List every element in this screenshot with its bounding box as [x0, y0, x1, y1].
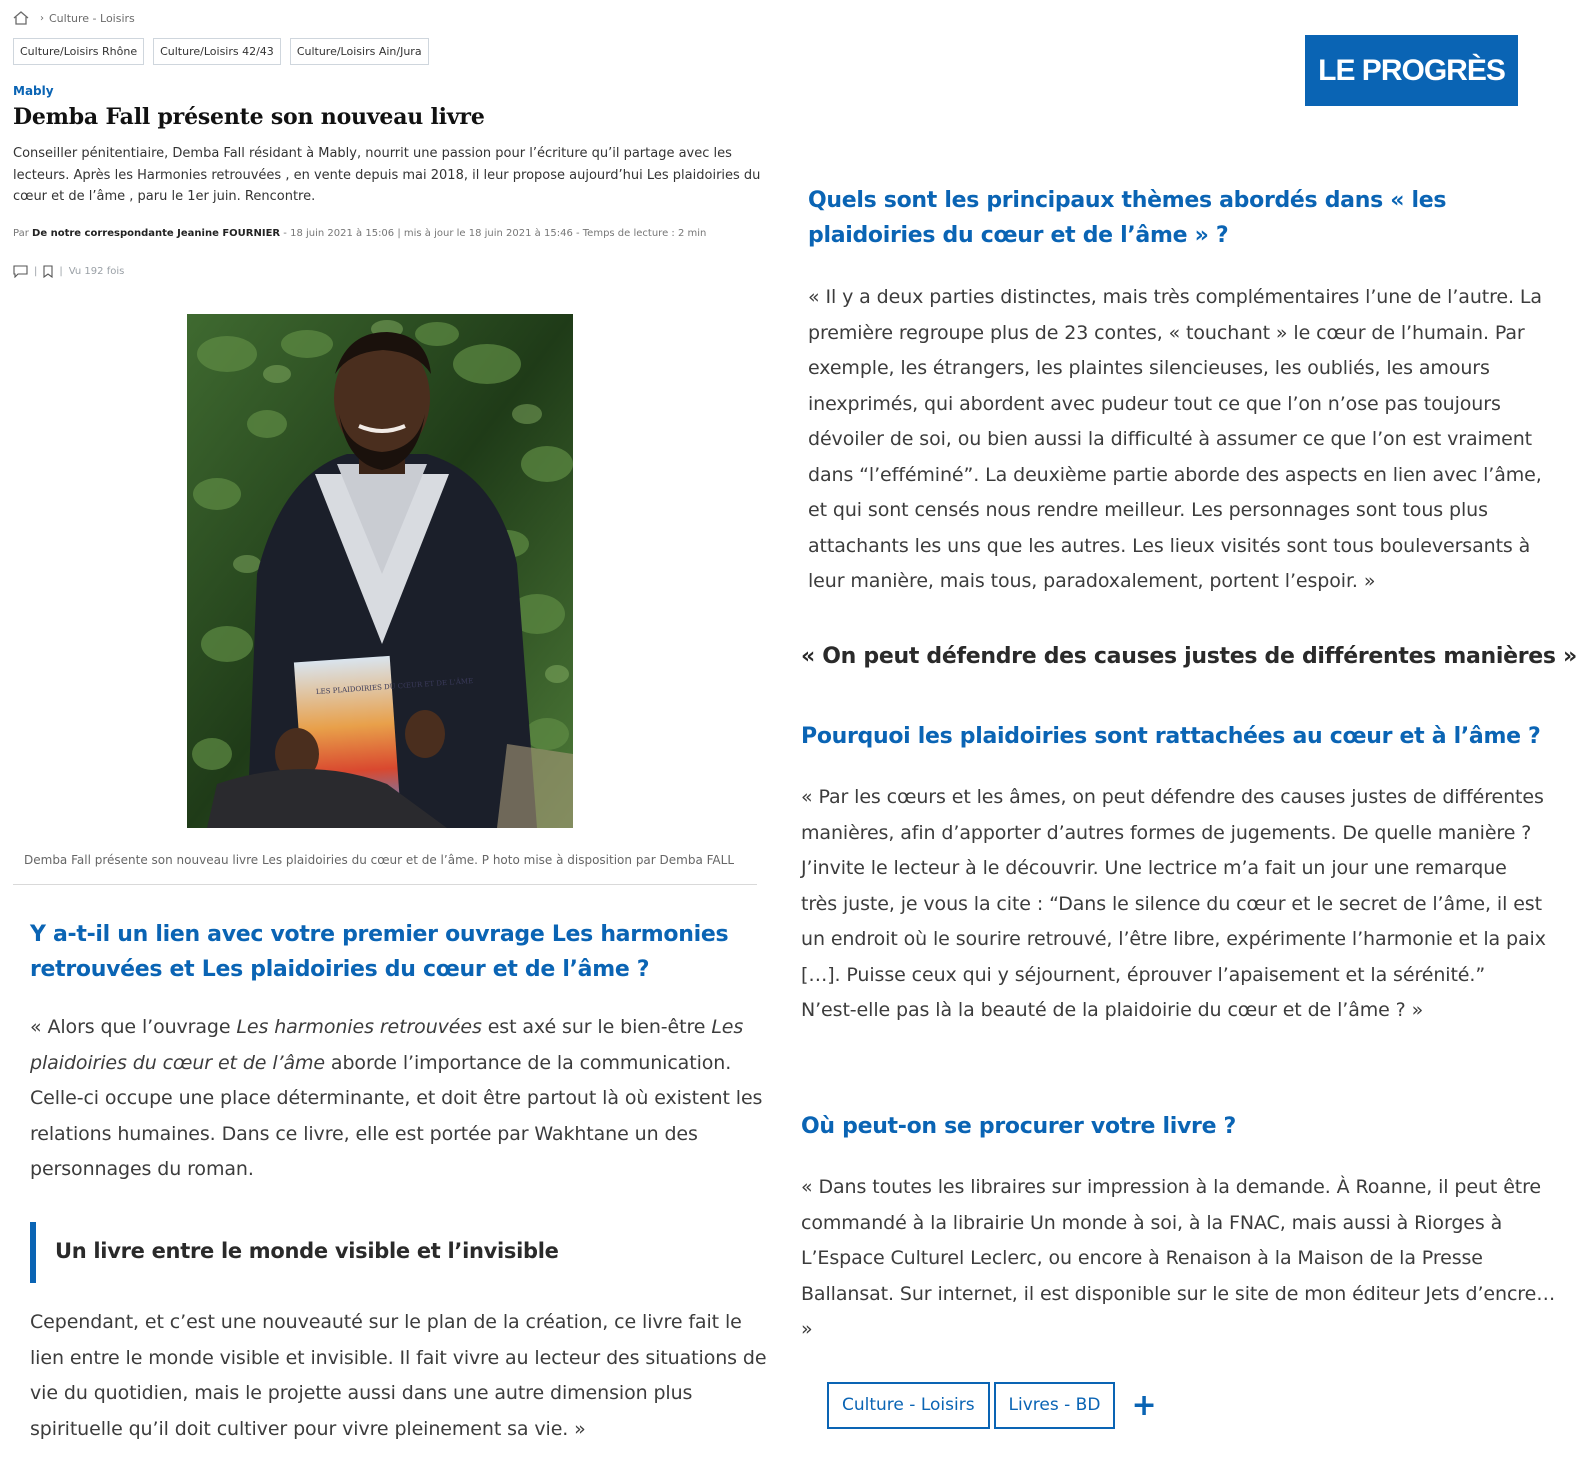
question-where-to-buy: Où peut-on se procurer votre livre ? [801, 1114, 1237, 1139]
tag-livres-bd[interactable]: Livres - BD [994, 1382, 1116, 1429]
breadcrumb [13, 11, 135, 25]
more-tags-plus-icon[interactable]: + [1131, 1387, 1157, 1423]
action-separator: | [34, 266, 38, 277]
footer-tags [827, 1382, 1157, 1429]
pull-quote: « On peut défendre des causes justes de différentes manières » [801, 644, 1577, 669]
question-main-themes: Quels sont les principaux thèmes abordés dans « les plaidoiries du cœur et de l’âme » ? [808, 188, 1447, 248]
caption-divider [13, 884, 757, 885]
question-first-book-link: Y a-t-il un lien avec votre premier ouvrage Les harmonies retrouvées et Les plaidoiries du cœur et de l’âme ? [30, 922, 729, 982]
byline-prefix: Par [13, 228, 29, 239]
article-photo-illustration [187, 314, 573, 828]
bookmark-icon[interactable] [43, 265, 53, 278]
article-chapo: Conseiller pénitentiaire, Demba Fall résidant à Mably, nourrit une passion pour l’écriture qu’il partage avec les lecteurs. Après les Harmonies retrouvées , en vente depuis mai 2018, il leur propose aujourd’hui Les plaidoiries du cœur et de l’âme , paru le 1er juin. Rencontre. [13, 146, 761, 204]
le-progres-logo[interactable]: LE PROGRÈS [1305, 35, 1518, 106]
question-heart-soul: Pourquoi les plaidoiries sont rattachées au cœur et à l’âme ? [801, 724, 1541, 749]
home-icon[interactable] [13, 11, 29, 25]
answer-first-book-link: « Alors que l’ouvrage Les harmonies retrouvées est axé sur le bien-être Les plaidoiries du cœur et de l’âme aborde l’importance de la communication. Celle-ci occupe une place déterminante, et doit être partout là où existent les relations humaines. Dans ce livre, elle est portée par Wakhtane un des personnages du roman. [30, 1016, 763, 1180]
byline-meta: - 18 juin 2021 à 15:06 | mis à jour le 18 juin 2021 à 15:46 - Temps de lecture : 2 min [280, 228, 707, 239]
tag-culture-loisirs[interactable]: Culture - Loisirs [827, 1382, 990, 1429]
article-actions [13, 265, 124, 278]
article-photo[interactable] [187, 314, 573, 828]
breadcrumb-current[interactable]: Culture - Loisirs [49, 11, 135, 25]
article-title: Demba Fall présente son nouveau livre [13, 104, 485, 130]
answer-main-themes: « Il y a deux parties distinctes, mais très complémentaires l’une de l’autre. La première regroupe plus de 23 contes, « touchant » le cœur de l’humain. Par exemple, les étrangers, les plaintes silencieuses, les oubliés, les amours inexprimés, qui abordent avec pudeur tout ce que l’on n’ose pas toujours dévoiler de soi, ou bien aussi la difficulté à assumer ce que l’on est vraiment dans “l’efféminé”. La deuxième partie aborde des aspects en lien avec l’âme, et qui sont censés nous rendre meilleur. Les personnages sont tous plus attachants les uns que les autres. Les lieux visités sont tous bouleversants à leur manière, mais tous, paradoxalement, portent l’espoir. » [808, 286, 1542, 592]
view-count: Vu 192 fois [68, 266, 125, 277]
byline-author: De notre correspondante Jeanine FOURNIER [32, 228, 281, 239]
paragraph-visible-invisible: Cependant, et c’est une nouveauté sur le plan de la création, ce livre fait le lien entre le monde visible et invisible. Il fait vivre au lecteur des situations de vie du quotidien, mais le projette aussi dans une autre dimension plus spirituelle qu’il doit cultiver pour vivre pleinement sa vie. » [30, 1311, 767, 1440]
category-tag-ain-jura[interactable]: Culture/Loisirs Ain/Jura [290, 38, 429, 65]
subheading-visible-invisible: Un livre entre le monde visible et l’invisible [30, 1222, 559, 1283]
photo-book-text: LES PLAIDOIRIES DU CŒUR ET DE L'ÂME [315, 677, 474, 697]
category-tag-rhone[interactable]: Culture/Loisirs Rhône [13, 38, 144, 65]
photo-caption: Demba Fall présente son nouveau livre Les plaidoiries du cœur et de l’âme. P hoto mise à disposition par Demba FALL [24, 853, 735, 867]
category-tags [13, 38, 429, 65]
answer-heart-soul: « Par les cœurs et les âmes, on peut défendre des causes justes de différentes manières, afin d’apporter d’autres formes de jugements. De quelle manière ? J’invite le lecteur à le découvrir. Une lectrice m’a fait un jour une remarque très juste, je vous la cite : “Dans le silence du cœur et le secret de l’âme, il est un endroit où le sourire retrouvé, l’être libre, expérimente l’harmonie et la paix […]. Puisse ceux qui y séjournent, éprouver l’apaisement et la sérénité.” N’est-elle pas là la beauté de la plaidoirie du cœur et de l’âme ? » [801, 786, 1546, 1021]
comment-icon[interactable] [13, 265, 28, 278]
action-separator: | [59, 266, 63, 277]
answer-where-to-buy: « Dans toutes les libraires sur impression à la demande. À Roanne, il peut être commandé à la librairie Un monde à soi, à la FNAC, mais aussi à Riorges à L’Espace Culturel Leclerc, ou encore à Renaison à la Maison de la Presse Ballansat. Sur internet, il est disponible sur le site de mon éditeur Jets d’encre… » [801, 1176, 1556, 1340]
article-kicker[interactable]: Mably [13, 84, 54, 98]
breadcrumb-separator-icon: › [40, 12, 44, 24]
category-tag-42-43[interactable]: Culture/Loisirs 42/43 [153, 38, 281, 65]
article-byline [13, 228, 706, 239]
